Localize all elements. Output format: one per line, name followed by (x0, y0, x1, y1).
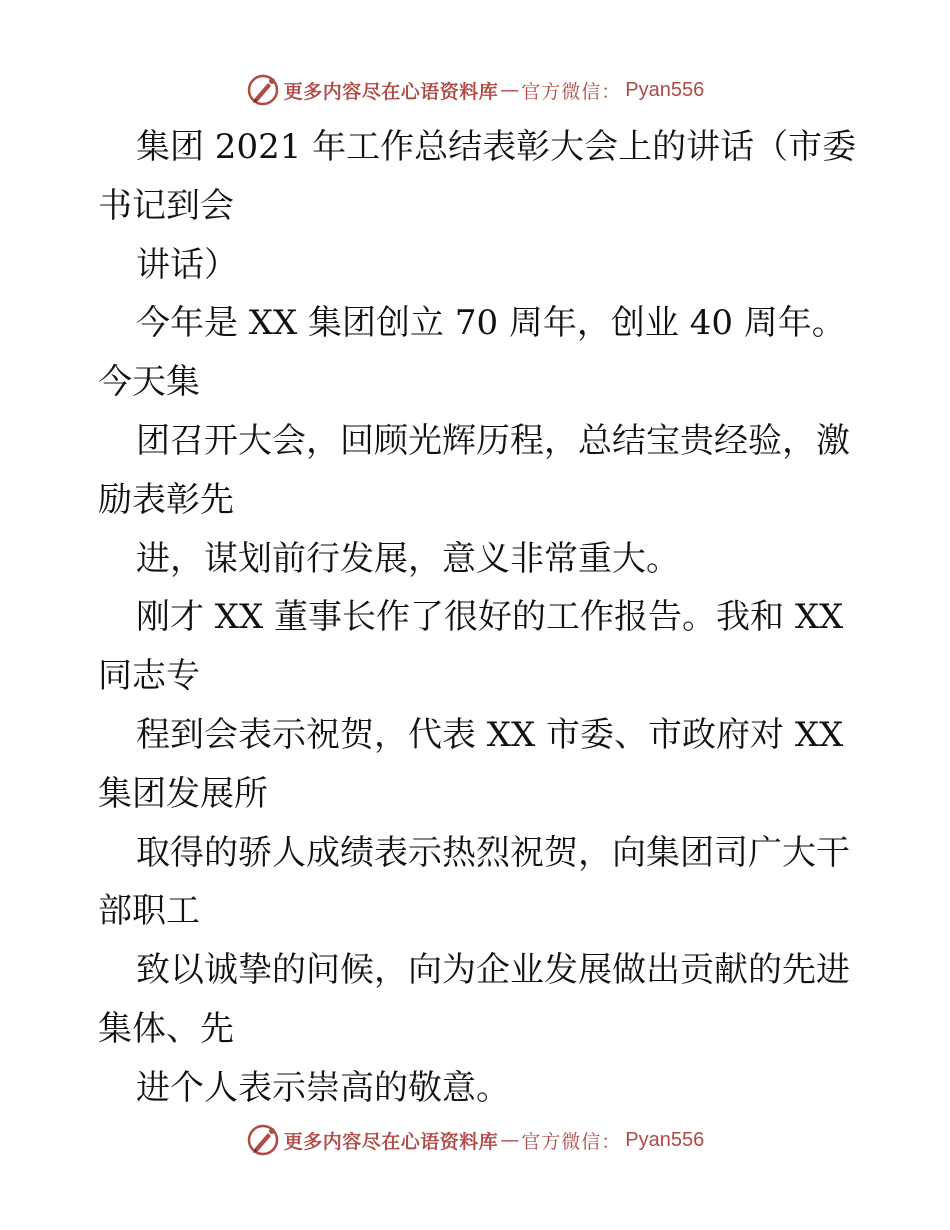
document-line: 进，谋划前行发展，意义非常重大。 (136, 538, 680, 579)
document-line: 进个人表示崇高的敬意。 (136, 1067, 510, 1108)
document-line: 今天集 (98, 362, 200, 403)
watermark-text: 更多内容尽在心语资料库 (283, 1130, 499, 1153)
document-line: 书记到会 (98, 185, 234, 226)
pen-logo-icon (246, 73, 280, 107)
document-line: 部职工 (98, 891, 200, 932)
watermark-text: 更多内容尽在心语资料库 (283, 80, 499, 103)
document-line: 今年是 XX 集团创立 70 周年，创业 40 周年。 (136, 303, 846, 344)
document-body (98, 118, 858, 1118)
watermark-dash: — (500, 79, 520, 101)
watermark-footer (0, 1120, 950, 1160)
watermark-dash: — (500, 1129, 520, 1151)
document-line: 励表彰先 (98, 479, 234, 520)
document-line: 刚才 XX 董事长作了很好的工作报告。我和 XX (136, 597, 844, 638)
watermark-wechat-id: Pyan556 (625, 1128, 705, 1151)
document-line: 团召开大会，回顾光辉历程，总结宝贵经验，激 (136, 420, 850, 461)
document-line: 讲话） (136, 244, 238, 285)
watermark-wechat-label: 官方微信： (521, 80, 622, 103)
document-line: 取得的骄人成绩表示热烈祝贺，向集团司广大干 (136, 832, 850, 873)
watermark-header (0, 70, 950, 110)
document-title-line: 集团 2021 年工作总结表彰大会上的讲话（市委 (136, 127, 857, 167)
document-line: 致以诚挚的问候，向为企业发展做出贡献的先进 (136, 950, 850, 991)
document-line: 同志专 (98, 656, 200, 697)
watermark-wechat-id: Pyan556 (625, 78, 705, 101)
document-line: 程到会表示祝贺，代表 XX 市委、市政府对 XX (136, 714, 844, 755)
watermark-wechat-label: 官方微信： (521, 1130, 622, 1153)
document-line: 集体、先 (98, 1008, 234, 1049)
pen-logo-icon (246, 1123, 280, 1157)
document-line: 集团发展所 (98, 773, 268, 814)
